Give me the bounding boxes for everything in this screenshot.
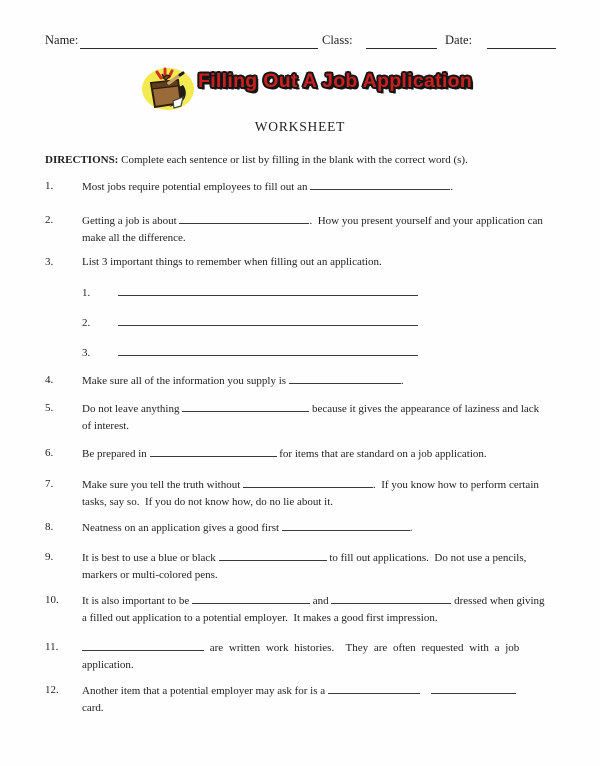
date-label: Date:	[445, 33, 473, 47]
question-line	[82, 566, 565, 584]
question-body	[82, 591, 565, 627]
question-line	[82, 609, 565, 627]
question-row	[45, 211, 565, 247]
question-line	[82, 253, 565, 271]
question-number: 4.	[45, 374, 54, 386]
question-row	[45, 475, 565, 511]
sublist-blank-line	[118, 343, 418, 356]
question-text: card.	[82, 702, 104, 714]
question-text: Most jobs require potential employees to fill out an	[82, 181, 311, 193]
fill-in-blank	[328, 681, 420, 694]
question-number: 1.	[45, 180, 54, 192]
question-line	[82, 211, 565, 229]
question-number: 12.	[45, 684, 59, 696]
question-line	[82, 475, 565, 493]
question-body	[82, 253, 565, 361]
question-line	[82, 399, 565, 417]
name-label: Name:	[45, 33, 79, 47]
question-line	[82, 638, 565, 656]
sublist-blank-line	[118, 283, 418, 296]
question-text: Another item that a potential employer may ask for is a	[82, 685, 328, 697]
question-body	[82, 548, 565, 584]
fill-in-blank	[331, 591, 451, 604]
worksheet-title: Filling Out A Job Application	[198, 70, 473, 92]
question-text: .	[409, 522, 413, 534]
question-text: .	[400, 375, 404, 387]
question-row	[45, 548, 565, 584]
question-body	[82, 399, 565, 435]
question-text: List 3 important things to remember when filling out an application.	[82, 256, 382, 268]
question-line	[82, 548, 565, 566]
fill-in-blank	[150, 444, 277, 457]
question-line	[82, 417, 565, 435]
question-text: make all the difference.	[82, 232, 186, 244]
fill-in-blank	[282, 518, 410, 531]
sublist-item	[82, 343, 565, 361]
question-row	[45, 371, 565, 389]
question-text: application.	[82, 659, 134, 671]
question-row	[45, 681, 565, 717]
question-text: a filled out application to a potential employer. It makes a good first impression.	[82, 612, 438, 624]
question-number: 5.	[45, 402, 54, 414]
fill-in-blank	[243, 475, 373, 488]
question-text: of interest.	[82, 420, 130, 432]
question-text: . If you know how to perform certain	[373, 479, 539, 491]
question-line	[82, 518, 565, 536]
question-text: because it gives the appearance of laziness and lack	[309, 403, 540, 415]
name-blank-line	[80, 33, 318, 49]
sublist-number: 1.	[82, 287, 91, 299]
sublist-item	[82, 313, 565, 331]
fill-in-blank	[179, 211, 309, 224]
question-text: Be prepared in	[82, 448, 150, 460]
question-number: 8.	[45, 521, 54, 533]
question-text: Make sure all of the information you supply is	[82, 375, 289, 387]
date-blank-line	[487, 33, 556, 49]
question-text: to fill out applications. Do not use a pencils,	[326, 552, 527, 564]
question-row	[45, 399, 565, 435]
question-row	[45, 518, 565, 536]
question-line	[82, 591, 565, 609]
class-blank-line	[366, 33, 437, 49]
question-text: It is best to use a blue or black	[82, 552, 219, 564]
question-row	[45, 253, 565, 361]
question-number: 10.	[45, 594, 59, 606]
question-body	[82, 211, 565, 247]
question-text: markers or multi-colored pens.	[82, 569, 218, 581]
question-body	[82, 177, 565, 195]
question-line	[82, 229, 565, 247]
question-line	[82, 371, 565, 389]
question-body	[82, 371, 565, 389]
header	[0, 33, 600, 48]
fill-in-blank	[289, 371, 401, 384]
question-line	[82, 656, 565, 674]
question-text: Make sure you tell the truth without	[82, 479, 243, 491]
question-text: Neatness on an application gives a good first	[82, 522, 282, 534]
fill-in-blank	[182, 399, 309, 412]
question-line	[82, 444, 565, 462]
question-text: for items that are standard on a job application.	[276, 448, 487, 460]
directions-label: DIRECTIONS:	[45, 154, 119, 166]
question-body	[82, 638, 565, 674]
question-row	[45, 177, 565, 195]
question-body	[82, 444, 565, 462]
question-row	[45, 638, 565, 674]
question-text: are written work histories. They are often requested with a job	[204, 642, 520, 654]
question-number: 11.	[45, 641, 59, 653]
question-text: and	[309, 595, 332, 607]
question-body	[82, 475, 565, 511]
question-body	[82, 681, 565, 717]
fill-in-blank	[82, 638, 204, 651]
question-row	[45, 444, 565, 462]
question-line	[82, 699, 565, 717]
question-text	[420, 685, 431, 697]
question-text: It is also important to be	[82, 595, 192, 607]
question-text: dressed when giving	[451, 595, 545, 607]
directions-text: Complete each sentence or list by filling in the blank with the correct word (s).	[121, 154, 468, 166]
sublist-item	[82, 283, 565, 301]
question-line	[82, 177, 565, 195]
question-text: .	[450, 181, 453, 193]
question-number: 9.	[45, 551, 54, 563]
question-row	[45, 591, 565, 627]
question-number: 2.	[45, 214, 54, 226]
question-text: . How you present yourself and your application can	[309, 215, 543, 227]
question-number: 7.	[45, 478, 54, 490]
class-label: Class:	[322, 33, 353, 47]
fill-in-blank	[431, 681, 516, 694]
sublist-number: 3.	[82, 347, 91, 359]
fill-in-blank	[219, 548, 327, 561]
worksheet-subtitle: WORKSHEET	[254, 119, 346, 134]
question-text: Do not leave anything	[82, 403, 183, 415]
pencil-box-burst-icon	[139, 61, 197, 113]
fill-in-blank	[310, 177, 450, 190]
sublist-number: 2.	[82, 317, 91, 329]
directions	[45, 151, 575, 169]
question-text: tasks, say so. If you do not know how, do no lie about it.	[82, 496, 334, 508]
question-number: 3.	[45, 256, 54, 268]
question-line	[82, 681, 565, 699]
sublist-blank-line	[118, 313, 418, 326]
question-body	[82, 518, 565, 536]
question-text: Getting a job is about	[82, 215, 180, 227]
fill-in-blank	[192, 591, 310, 604]
question-line	[82, 493, 565, 511]
question-number: 6.	[45, 447, 54, 459]
